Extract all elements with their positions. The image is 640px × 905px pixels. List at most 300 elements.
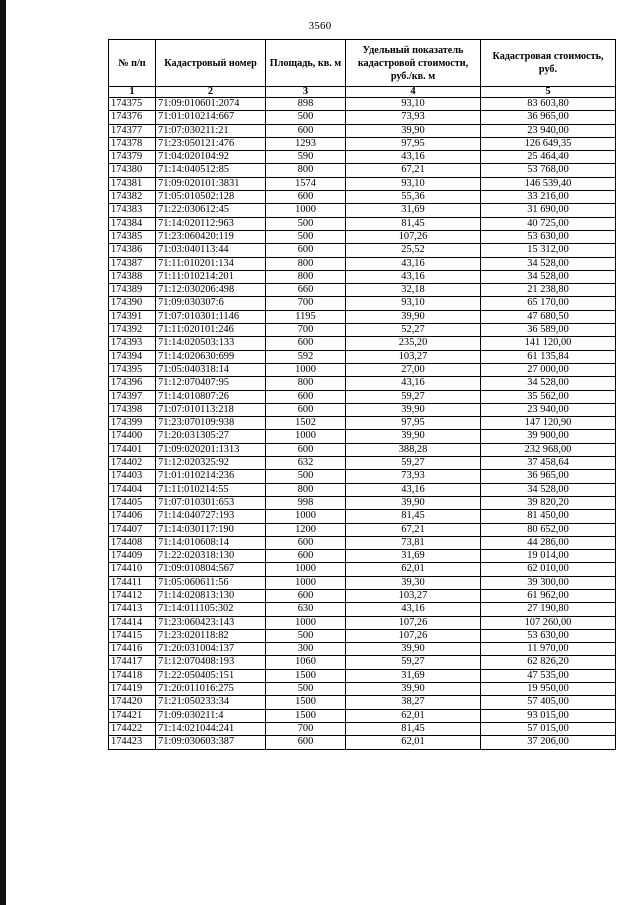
row-number: 174397 — [109, 390, 156, 403]
unit-value: 107,26 — [346, 616, 481, 629]
unit-value: 103,27 — [346, 589, 481, 602]
row-number: 174407 — [109, 523, 156, 536]
cadastral-cost: 21 238,80 — [481, 284, 616, 297]
unit-value: 39,90 — [346, 496, 481, 509]
cadastral-cost: 34 528,00 — [481, 483, 616, 496]
table-row — [109, 270, 616, 283]
column-number: 1 — [109, 87, 156, 98]
area: 898 — [266, 98, 346, 111]
cadastral-cost: 80 652,00 — [481, 523, 616, 536]
row-number: 174418 — [109, 669, 156, 682]
column-number-row — [109, 87, 616, 98]
cadastral-cost: 53 630,00 — [481, 629, 616, 642]
area: 500 — [266, 683, 346, 696]
cadastral-cost: 36 965,00 — [481, 470, 616, 483]
table-row — [109, 496, 616, 509]
cadastral-cost: 40 725,00 — [481, 217, 616, 230]
table-row — [109, 111, 616, 124]
unit-value: 67,21 — [346, 523, 481, 536]
cadastral-number: 71:23:060423:143 — [156, 616, 266, 629]
table-row — [109, 377, 616, 390]
table-row — [109, 257, 616, 270]
cadastral-number: 71:01:010214:667 — [156, 111, 266, 124]
table-row — [109, 483, 616, 496]
unit-value: 39,30 — [346, 576, 481, 589]
cadastral-cost: 62 010,00 — [481, 563, 616, 576]
row-number: 174387 — [109, 257, 156, 270]
row-number: 174375 — [109, 98, 156, 111]
unit-value: 27,00 — [346, 363, 481, 376]
table-row — [109, 191, 616, 204]
cadastral-cost: 34 528,00 — [481, 377, 616, 390]
area: 500 — [266, 230, 346, 243]
area: 700 — [266, 324, 346, 337]
table-row — [109, 230, 616, 243]
row-number: 174421 — [109, 709, 156, 722]
page-number: 3560 — [308, 20, 332, 32]
area: 600 — [266, 550, 346, 563]
row-number: 174390 — [109, 297, 156, 310]
cadastral-number: 71:20:031305:27 — [156, 430, 266, 443]
cadastral-cost: 19 950,00 — [481, 683, 616, 696]
cadastral-cost: 47 535,00 — [481, 669, 616, 682]
area: 700 — [266, 297, 346, 310]
cadastral-number: 71:22:020318:130 — [156, 550, 266, 563]
row-number: 174376 — [109, 111, 156, 124]
area: 600 — [266, 191, 346, 204]
cadastral-cost: 34 528,00 — [481, 270, 616, 283]
cadastral-cost: 81 450,00 — [481, 510, 616, 523]
unit-value: 43,16 — [346, 377, 481, 390]
table-row — [109, 337, 616, 350]
unit-value: 73,93 — [346, 470, 481, 483]
unit-value: 62,01 — [346, 709, 481, 722]
unit-value: 81,45 — [346, 217, 481, 230]
table-row — [109, 523, 616, 536]
unit-value: 43,16 — [346, 603, 481, 616]
table-row — [109, 137, 616, 150]
unit-value: 93,10 — [346, 177, 481, 190]
scan-edge-bar — [0, 0, 6, 905]
cadastral-number: 71:12:020325:92 — [156, 457, 266, 470]
cadastral-number: 71:14:021044:241 — [156, 722, 266, 735]
table-row — [109, 696, 616, 709]
cadastral-number: 71:04:020104:92 — [156, 151, 266, 164]
unit-value: 93,10 — [346, 297, 481, 310]
unit-value: 107,26 — [346, 230, 481, 243]
area: 500 — [266, 470, 346, 483]
row-number: 174389 — [109, 284, 156, 297]
unit-value: 97,95 — [346, 417, 481, 430]
area: 800 — [266, 377, 346, 390]
table-row — [109, 310, 616, 323]
table-row — [109, 589, 616, 602]
row-number: 174419 — [109, 683, 156, 696]
table-row — [109, 177, 616, 190]
row-number: 174378 — [109, 137, 156, 150]
row-number: 174399 — [109, 417, 156, 430]
cadastral-cost: 19 014,00 — [481, 550, 616, 563]
cadastral-number: 71:14:020813:130 — [156, 589, 266, 602]
cadastral-cost: 31 690,00 — [481, 204, 616, 217]
unit-value: 39,90 — [346, 403, 481, 416]
table-row — [109, 629, 616, 642]
unit-value: 55,36 — [346, 191, 481, 204]
table-row — [109, 669, 616, 682]
table-row — [109, 643, 616, 656]
table-row — [109, 656, 616, 669]
table-row — [109, 709, 616, 722]
table-row — [109, 576, 616, 589]
unit-value: 59,27 — [346, 390, 481, 403]
cadastral-number: 71:09:010804:567 — [156, 563, 266, 576]
cadastral-number: 71:23:070109:938 — [156, 417, 266, 430]
cadastral-number: 71:07:030211:21 — [156, 124, 266, 137]
area: 800 — [266, 270, 346, 283]
cadastral-cost: 61 962,00 — [481, 589, 616, 602]
cadastral-number: 71:14:020630:699 — [156, 350, 266, 363]
row-number: 174395 — [109, 363, 156, 376]
row-number: 174416 — [109, 643, 156, 656]
cadastral-number: 71:05:040318:14 — [156, 363, 266, 376]
row-number: 174391 — [109, 310, 156, 323]
row-number: 174394 — [109, 350, 156, 363]
row-number: 174422 — [109, 722, 156, 735]
header-area: Площадь, кв. м — [266, 40, 346, 87]
area: 800 — [266, 257, 346, 270]
column-number: 3 — [266, 87, 346, 98]
cadastral-cost: 35 562,00 — [481, 390, 616, 403]
unit-value: 39,90 — [346, 430, 481, 443]
area: 998 — [266, 496, 346, 509]
cadastral-cost: 11 970,00 — [481, 643, 616, 656]
table-row — [109, 204, 616, 217]
unit-value: 39,90 — [346, 643, 481, 656]
header-cadastral-cost: Кадастровая стоимость, руб. — [481, 40, 616, 87]
header-number: № п/п — [109, 40, 156, 87]
cadastral-cost: 126 649,35 — [481, 137, 616, 150]
unit-value: 62,01 — [346, 736, 481, 749]
area: 1000 — [266, 363, 346, 376]
row-number: 174393 — [109, 337, 156, 350]
row-number: 174415 — [109, 629, 156, 642]
cadastral-number: 71:22:050405:151 — [156, 669, 266, 682]
row-number: 174381 — [109, 177, 156, 190]
row-number: 174386 — [109, 244, 156, 257]
row-number: 174383 — [109, 204, 156, 217]
table-row — [109, 722, 616, 735]
unit-value: 73,81 — [346, 536, 481, 549]
row-number: 174404 — [109, 483, 156, 496]
area: 600 — [266, 337, 346, 350]
cadastral-cost: 34 528,00 — [481, 257, 616, 270]
table-row — [109, 124, 616, 137]
cadastral-cost: 65 170,00 — [481, 297, 616, 310]
unit-value: 388,28 — [346, 443, 481, 456]
table-row — [109, 244, 616, 257]
cadastral-number: 71:07:010113:218 — [156, 403, 266, 416]
unit-value: 97,95 — [346, 137, 481, 150]
cadastral-number: 71:14:030117:190 — [156, 523, 266, 536]
unit-value: 93,10 — [346, 98, 481, 111]
cadastral-number: 71:14:010608:14 — [156, 536, 266, 549]
cadastral-number: 71:05:010502:128 — [156, 191, 266, 204]
area: 1000 — [266, 563, 346, 576]
row-number: 174380 — [109, 164, 156, 177]
area: 600 — [266, 443, 346, 456]
unit-value: 107,26 — [346, 629, 481, 642]
row-number: 174410 — [109, 563, 156, 576]
unit-value: 31,69 — [346, 204, 481, 217]
row-number: 174385 — [109, 230, 156, 243]
cadastral-number: 71:21:050233:34 — [156, 696, 266, 709]
area: 1060 — [266, 656, 346, 669]
row-number: 174406 — [109, 510, 156, 523]
table-row — [109, 683, 616, 696]
cadastral-number: 71:09:030603:387 — [156, 736, 266, 749]
area: 1000 — [266, 616, 346, 629]
table-row — [109, 457, 616, 470]
cadastral-number: 71:09:020101:3831 — [156, 177, 266, 190]
cadastral-number: 71:12:070407:95 — [156, 377, 266, 390]
area: 300 — [266, 643, 346, 656]
table-row — [109, 350, 616, 363]
table-row — [109, 470, 616, 483]
area: 1574 — [266, 177, 346, 190]
unit-value: 39,90 — [346, 124, 481, 137]
cadastral-number: 71:23:020118:82 — [156, 629, 266, 642]
cadastral-number: 71:23:060420:119 — [156, 230, 266, 243]
area: 660 — [266, 284, 346, 297]
cadastral-number: 71:20:011016:275 — [156, 683, 266, 696]
area: 500 — [266, 111, 346, 124]
unit-value: 81,45 — [346, 722, 481, 735]
cadastral-cost: 107 260,00 — [481, 616, 616, 629]
table-row — [109, 297, 616, 310]
table-row — [109, 164, 616, 177]
cadastral-cost: 57 015,00 — [481, 722, 616, 735]
table-row — [109, 443, 616, 456]
cadastral-number: 71:22:030612:45 — [156, 204, 266, 217]
area: 590 — [266, 151, 346, 164]
area: 1293 — [266, 137, 346, 150]
area: 1200 — [266, 523, 346, 536]
cadastral-number: 71:14:040727:193 — [156, 510, 266, 523]
table-row — [109, 98, 616, 111]
cadastral-cost: 93 015,00 — [481, 709, 616, 722]
cadastral-number: 71:09:030307:6 — [156, 297, 266, 310]
area: 1502 — [266, 417, 346, 430]
cadastral-number: 71:14:020112:963 — [156, 217, 266, 230]
unit-value: 103,27 — [346, 350, 481, 363]
cadastral-cost: 25 464,40 — [481, 151, 616, 164]
area: 600 — [266, 403, 346, 416]
cadastral-table — [108, 39, 616, 750]
row-number: 174405 — [109, 496, 156, 509]
cadastral-cost: 61 135,84 — [481, 350, 616, 363]
table-row — [109, 324, 616, 337]
cadastral-cost: 27 000,00 — [481, 363, 616, 376]
row-number: 174384 — [109, 217, 156, 230]
cadastral-cost: 53 768,00 — [481, 164, 616, 177]
unit-value: 25,52 — [346, 244, 481, 257]
table-row — [109, 390, 616, 403]
area: 800 — [266, 164, 346, 177]
row-number: 174409 — [109, 550, 156, 563]
unit-value: 38,27 — [346, 696, 481, 709]
cadastral-number: 71:12:070408:193 — [156, 656, 266, 669]
table-row — [109, 284, 616, 297]
cadastral-number: 71:11:010201:134 — [156, 257, 266, 270]
unit-value: 59,27 — [346, 457, 481, 470]
cadastral-cost: 146 539,40 — [481, 177, 616, 190]
area: 700 — [266, 722, 346, 735]
unit-value: 32,18 — [346, 284, 481, 297]
cadastral-number: 71:09:020201:1313 — [156, 443, 266, 456]
area: 600 — [266, 124, 346, 137]
area: 1500 — [266, 709, 346, 722]
area: 1000 — [266, 430, 346, 443]
row-number: 174396 — [109, 377, 156, 390]
area: 1500 — [266, 696, 346, 709]
area: 600 — [266, 589, 346, 602]
unit-value: 43,16 — [346, 257, 481, 270]
row-number: 174420 — [109, 696, 156, 709]
cadastral-cost: 39 820,20 — [481, 496, 616, 509]
cadastral-cost: 39 900,00 — [481, 430, 616, 443]
table-row — [109, 403, 616, 416]
area: 1195 — [266, 310, 346, 323]
cadastral-cost: 53 630,00 — [481, 230, 616, 243]
row-number: 174417 — [109, 656, 156, 669]
cadastral-cost: 27 190,80 — [481, 603, 616, 616]
row-number: 174382 — [109, 191, 156, 204]
unit-value: 43,16 — [346, 151, 481, 164]
area: 600 — [266, 244, 346, 257]
cadastral-cost: 33 216,00 — [481, 191, 616, 204]
unit-value: 59,27 — [346, 656, 481, 669]
cadastral-cost: 36 965,00 — [481, 111, 616, 124]
cadastral-cost: 47 680,50 — [481, 310, 616, 323]
column-number: 2 — [156, 87, 266, 98]
cadastral-cost: 23 940,00 — [481, 403, 616, 416]
row-number: 174413 — [109, 603, 156, 616]
table-row — [109, 151, 616, 164]
cadastral-number: 71:12:030206:498 — [156, 284, 266, 297]
row-number: 174423 — [109, 736, 156, 749]
row-number: 174388 — [109, 270, 156, 283]
cadastral-cost: 83 603,80 — [481, 98, 616, 111]
area: 1000 — [266, 204, 346, 217]
cadastral-number: 71:11:020101:246 — [156, 324, 266, 337]
column-number: 5 — [481, 87, 616, 98]
cadastral-number: 71:23:050121:476 — [156, 137, 266, 150]
cadastral-cost: 44 286,00 — [481, 536, 616, 549]
table-row — [109, 616, 616, 629]
cadastral-cost: 15 312,00 — [481, 244, 616, 257]
area: 1000 — [266, 576, 346, 589]
row-number: 174401 — [109, 443, 156, 456]
row-number: 174412 — [109, 589, 156, 602]
unit-value: 39,90 — [346, 310, 481, 323]
row-number: 174392 — [109, 324, 156, 337]
area: 632 — [266, 457, 346, 470]
area: 500 — [266, 629, 346, 642]
cadastral-cost: 23 940,00 — [481, 124, 616, 137]
cadastral-cost: 232 968,00 — [481, 443, 616, 456]
area: 600 — [266, 536, 346, 549]
cadastral-number: 71:14:020503:133 — [156, 337, 266, 350]
cadastral-number: 71:14:040512:85 — [156, 164, 266, 177]
unit-value: 67,21 — [346, 164, 481, 177]
area: 500 — [266, 217, 346, 230]
table-row — [109, 217, 616, 230]
cadastral-number: 71:09:010601:2074 — [156, 98, 266, 111]
unit-value: 39,90 — [346, 683, 481, 696]
area: 800 — [266, 483, 346, 496]
cadastral-number: 71:07:010301:1146 — [156, 310, 266, 323]
table-row — [109, 736, 616, 749]
unit-value: 43,16 — [346, 483, 481, 496]
cadastral-cost: 147 120,90 — [481, 417, 616, 430]
cadastral-number: 71:05:060611:56 — [156, 576, 266, 589]
cadastral-cost: 39 300,00 — [481, 576, 616, 589]
row-number: 174400 — [109, 430, 156, 443]
unit-value: 73,93 — [346, 111, 481, 124]
row-number: 174398 — [109, 403, 156, 416]
table-row — [109, 603, 616, 616]
table-row — [109, 417, 616, 430]
cadastral-cost: 37 206,00 — [481, 736, 616, 749]
cadastral-number: 71:11:010214:55 — [156, 483, 266, 496]
column-number: 4 — [346, 87, 481, 98]
table-row — [109, 363, 616, 376]
cadastral-number: 71:11:010214:201 — [156, 270, 266, 283]
cadastral-number: 71:07:010301:653 — [156, 496, 266, 509]
row-number: 174408 — [109, 536, 156, 549]
table-row — [109, 536, 616, 549]
table-row — [109, 563, 616, 576]
table-body — [109, 98, 616, 750]
cadastral-number: 71:20:031004:137 — [156, 643, 266, 656]
unit-value: 31,69 — [346, 550, 481, 563]
cadastral-cost: 57 405,00 — [481, 696, 616, 709]
cadastral-cost: 141 120,00 — [481, 337, 616, 350]
area: 600 — [266, 390, 346, 403]
header-cadastral-number: Кадастровый номер — [156, 40, 266, 87]
unit-value: 235,20 — [346, 337, 481, 350]
unit-value: 43,16 — [346, 270, 481, 283]
cadastral-cost: 36 589,00 — [481, 324, 616, 337]
row-number: 174414 — [109, 616, 156, 629]
table-row — [109, 550, 616, 563]
area: 1500 — [266, 669, 346, 682]
unit-value: 52,27 — [346, 324, 481, 337]
row-number: 174402 — [109, 457, 156, 470]
header-unit-value: Удельный показатель кадастровой стоимости, руб./кв. м — [346, 40, 481, 87]
area: 1000 — [266, 510, 346, 523]
row-number: 174403 — [109, 470, 156, 483]
cadastral-number: 71:09:030211:4 — [156, 709, 266, 722]
cadastral-cost: 62 826,20 — [481, 656, 616, 669]
table-row — [109, 510, 616, 523]
area: 592 — [266, 350, 346, 363]
area: 630 — [266, 603, 346, 616]
cadastral-cost: 37 458,64 — [481, 457, 616, 470]
cadastral-number: 71:01:010214:236 — [156, 470, 266, 483]
row-number: 174377 — [109, 124, 156, 137]
row-number: 174411 — [109, 576, 156, 589]
